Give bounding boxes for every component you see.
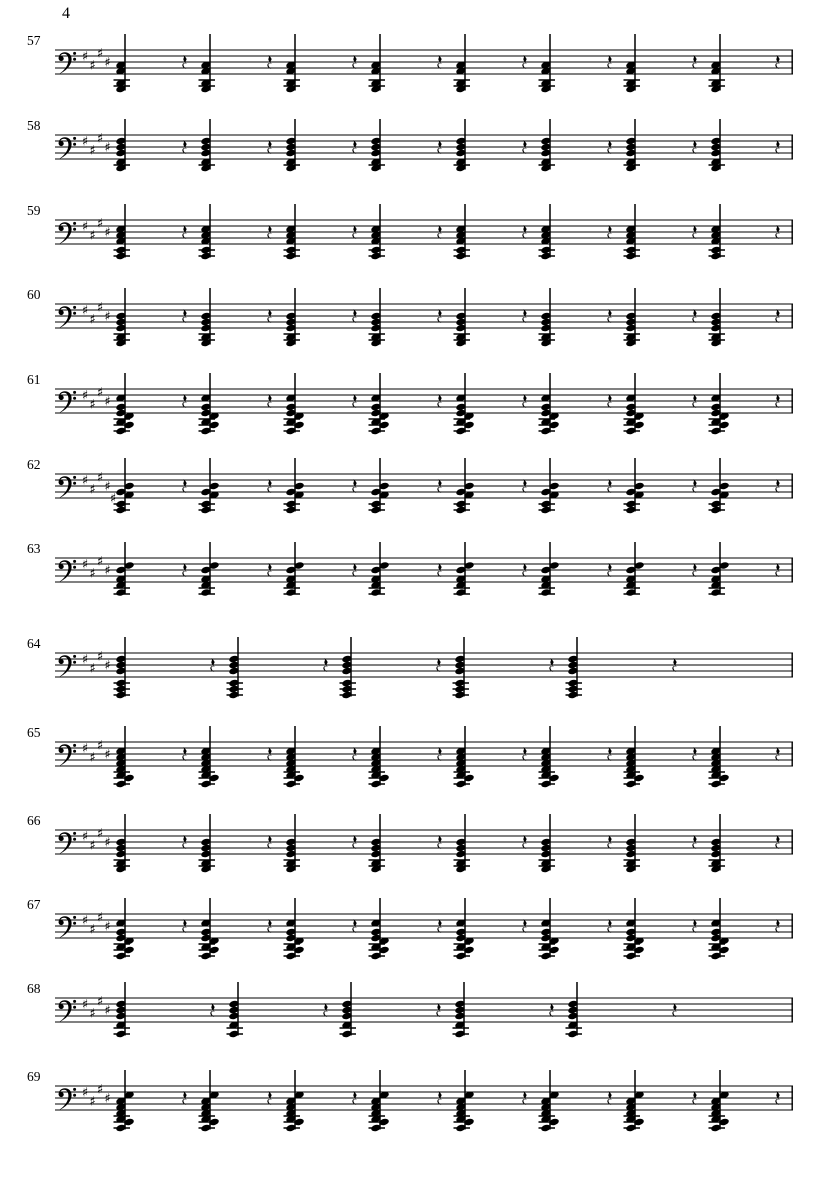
- chord: [539, 373, 560, 435]
- chord: [227, 637, 244, 699]
- sharp-sign: ♯: [81, 303, 89, 319]
- chord: [454, 34, 471, 93]
- bass-clef-icon: [59, 916, 77, 938]
- chord: [454, 288, 471, 347]
- staff-lines: [55, 50, 793, 74]
- sharp-sign: ♯: [104, 394, 111, 410]
- sharp-sign: ♯: [96, 46, 104, 62]
- sharp-sign: ♯: [96, 994, 104, 1010]
- sharp-sign: ♯: [89, 312, 96, 328]
- chord: [284, 119, 301, 172]
- chord: [539, 119, 556, 172]
- chord: [369, 34, 386, 93]
- chord: [453, 637, 470, 699]
- bass-clef-icon: [59, 832, 77, 854]
- chord: [369, 814, 386, 873]
- chord: [709, 1070, 730, 1132]
- measure-system: [27, 457, 793, 514]
- chord: [624, 814, 641, 873]
- measure-number: 58: [27, 118, 41, 133]
- measure-system: [27, 1069, 793, 1132]
- measure-system: [27, 725, 793, 788]
- sharp-sign: ♯: [81, 473, 89, 489]
- measure-system: [27, 287, 793, 347]
- measure-number: 59: [27, 203, 41, 218]
- sharp-sign: ♯: [104, 835, 111, 851]
- chord: [454, 542, 475, 597]
- chord: [539, 726, 560, 788]
- sharp-sign: ♯: [89, 750, 96, 766]
- bass-clef-icon: [59, 1088, 77, 1110]
- chord: [114, 1070, 135, 1132]
- measure-number: 62: [27, 457, 41, 472]
- staff-lines: [55, 1086, 793, 1110]
- page-number: 4: [62, 5, 70, 22]
- chord: [454, 1070, 475, 1132]
- sharp-sign: ♯: [89, 1094, 96, 1110]
- sharp-sign: ♯: [81, 134, 89, 150]
- staff-lines: [55, 474, 793, 498]
- chord: [539, 898, 560, 960]
- sharp-sign: ♯: [89, 397, 96, 413]
- sharp-sign: ♯: [89, 58, 96, 74]
- sharp-sign: ♯: [81, 557, 89, 573]
- measure-number: 66: [27, 813, 41, 828]
- sharp-sign: ♯: [104, 309, 111, 325]
- sharp-sign: ♯: [96, 131, 104, 147]
- chord: [624, 542, 645, 597]
- sharp-sign: ♯: [81, 829, 89, 845]
- chord: [624, 119, 641, 172]
- chord: [284, 373, 305, 435]
- sharp-sign: ♯: [104, 1091, 111, 1107]
- measure-number: 63: [27, 541, 41, 556]
- measure-system: [27, 118, 793, 172]
- sharp-sign: ♯: [96, 385, 104, 401]
- chord: [284, 542, 305, 597]
- chord: [369, 726, 390, 788]
- staff-lines: [55, 914, 793, 938]
- sharp-sign: ♯: [81, 913, 89, 929]
- sharp-sign: ♯: [96, 554, 104, 570]
- chord: [454, 373, 475, 435]
- sharp-sign: ♯: [104, 658, 111, 674]
- sharp-sign: ♯: [89, 482, 96, 498]
- staff-lines: [55, 304, 793, 328]
- bass-clef-icon: [59, 222, 77, 244]
- chord: [709, 34, 726, 93]
- chord: [199, 373, 220, 435]
- chord: [454, 726, 475, 788]
- measure-number: 64: [27, 636, 41, 651]
- chord: [709, 542, 730, 597]
- sharp-sign: ♯: [89, 228, 96, 244]
- chord: [539, 1070, 560, 1132]
- chord: [114, 119, 131, 172]
- chord: [624, 898, 645, 960]
- chord: [199, 898, 220, 960]
- staff-lines: [55, 742, 793, 766]
- sharp-sign: ♯: [104, 563, 111, 579]
- chord: [199, 814, 216, 873]
- sharp-sign: ♯: [96, 826, 104, 842]
- measure-number: 67: [27, 897, 41, 912]
- chord: [369, 1070, 390, 1132]
- chord: [454, 814, 471, 873]
- chord: [539, 34, 556, 93]
- measure-number: 57: [27, 33, 41, 48]
- chord: [199, 726, 220, 788]
- bass-clef-icon: [59, 744, 77, 766]
- sharp-sign: ♯: [81, 741, 89, 757]
- bass-clef-icon: [59, 655, 77, 677]
- chord: [539, 814, 556, 873]
- chord: [369, 542, 390, 597]
- measure-number: 60: [27, 287, 41, 302]
- chord: [284, 726, 305, 788]
- sharp-sign: ♯: [81, 652, 89, 668]
- chord: [199, 1070, 220, 1132]
- sharp-sign: ♯: [81, 1085, 89, 1101]
- sharp-sign: ♯: [104, 919, 111, 935]
- staff-lines: [55, 830, 793, 854]
- sharp-sign: ♯: [96, 216, 104, 232]
- sharp-sign: ♯: [96, 470, 104, 486]
- chord: [709, 119, 726, 172]
- chord: [340, 637, 357, 699]
- chord: [624, 1070, 645, 1132]
- staff-lines: [55, 653, 793, 677]
- chord: [624, 288, 641, 347]
- measure-number: 61: [27, 372, 41, 387]
- measure-number: 69: [27, 1069, 41, 1084]
- sharp-sign: ♯: [96, 738, 104, 754]
- chord: [284, 1070, 305, 1132]
- sharp-sign: ♯: [96, 649, 104, 665]
- sharp-sign: ♯: [104, 479, 111, 495]
- sharp-sign: ♯: [81, 388, 89, 404]
- measure-system: [27, 897, 793, 960]
- sharp-sign: ♯: [104, 225, 111, 241]
- sharp-sign: ♯: [81, 997, 89, 1013]
- sharp-sign: ♯: [104, 140, 111, 156]
- bass-clef-icon: [59, 306, 77, 328]
- chord: [539, 542, 560, 597]
- chord: [539, 288, 556, 347]
- bass-clef-icon: [59, 391, 77, 413]
- chord: [284, 898, 305, 960]
- bass-clef-icon: [59, 1000, 77, 1022]
- measure-system: [27, 981, 793, 1038]
- chord: [566, 637, 583, 699]
- sharp-sign: ♯: [89, 838, 96, 854]
- bass-clef-icon: [59, 560, 77, 582]
- chord: [114, 898, 135, 960]
- sharp-sign: ♯: [81, 49, 89, 65]
- measure-number: 68: [27, 981, 41, 996]
- staff-lines: [55, 135, 793, 159]
- measure-system: [27, 541, 793, 597]
- chord: [369, 288, 386, 347]
- staff-lines: [55, 998, 793, 1022]
- bass-clef-icon: [59, 137, 77, 159]
- chord: [709, 288, 726, 347]
- chord: [709, 814, 726, 873]
- staff-lines: [55, 558, 793, 582]
- sharp-sign: ♯: [104, 747, 111, 763]
- chord: [624, 373, 645, 435]
- bass-clef-icon: [59, 476, 77, 498]
- measure-system: [27, 203, 793, 260]
- sharp-sign: ♯: [96, 1082, 104, 1098]
- chord: [114, 637, 131, 699]
- chord: [709, 898, 730, 960]
- chord: [199, 119, 216, 172]
- chord: [369, 373, 390, 435]
- chord: [114, 726, 135, 788]
- chord: [369, 119, 386, 172]
- chord: [114, 34, 131, 93]
- chord: [114, 373, 135, 435]
- measure-number: 65: [27, 725, 41, 740]
- chord: [624, 726, 645, 788]
- sharp-sign: ♯: [81, 219, 89, 235]
- chord: [454, 119, 471, 172]
- measure-system: [27, 372, 793, 435]
- chord: [114, 814, 131, 873]
- sharp-sign: ♯: [104, 55, 111, 71]
- chord: [284, 34, 301, 93]
- measure-system: [27, 33, 793, 93]
- sharp-sign: ♯: [89, 1006, 96, 1022]
- sharp-sign: ♯: [89, 566, 96, 582]
- staff-lines: [55, 389, 793, 413]
- chord: [709, 726, 730, 788]
- chord: [454, 898, 475, 960]
- chord: [114, 288, 131, 347]
- chord: [624, 34, 641, 93]
- sharp-sign: ♯: [89, 922, 96, 938]
- chord: [284, 814, 301, 873]
- bass-clef-icon: [59, 52, 77, 74]
- sharp-sign: ♯: [89, 143, 96, 159]
- sharp-sign: ♯: [104, 1003, 111, 1019]
- chord: [284, 288, 301, 347]
- chord: [114, 542, 135, 597]
- measure-system: [27, 636, 793, 699]
- chord: [199, 542, 220, 597]
- chord: [199, 288, 216, 347]
- sharp-sign: ♯: [96, 300, 104, 316]
- accidental-sharp: ♯: [109, 491, 117, 507]
- chord: [369, 898, 390, 960]
- chord: [709, 373, 730, 435]
- measure-system: [27, 813, 793, 873]
- chord: [199, 34, 216, 93]
- sharp-sign: ♯: [89, 661, 96, 677]
- sharp-sign: ♯: [96, 910, 104, 926]
- staff-lines: [55, 220, 793, 244]
